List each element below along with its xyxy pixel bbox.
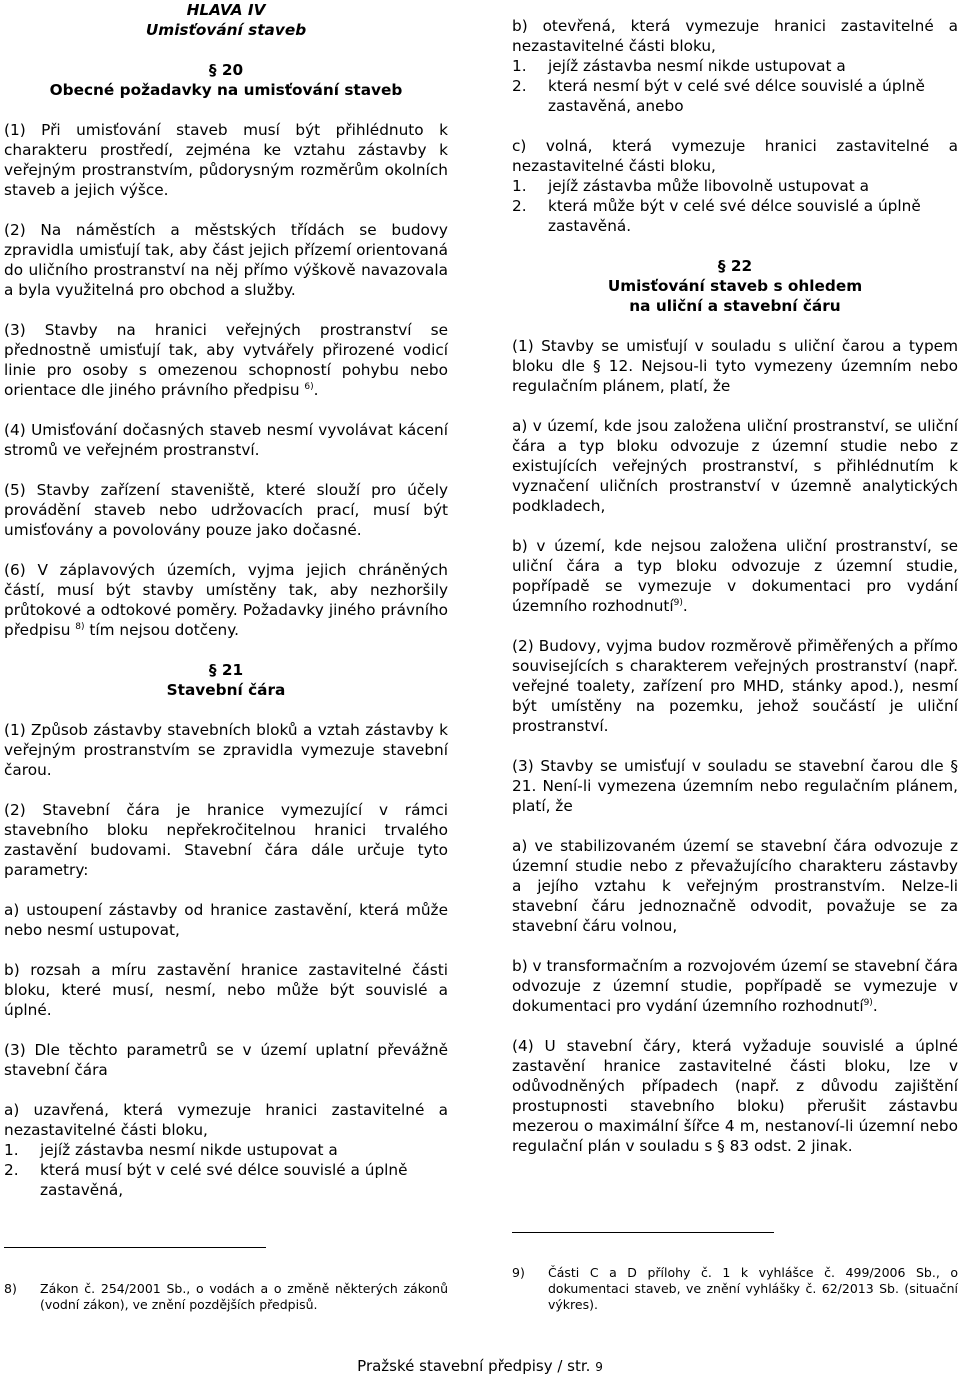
list-number: 1. [4,1141,19,1159]
s20-paragraph-2: (2) Na náměstích a městských třídách se budovy zpravidla umisťují tak, aby část jejich přízemí orientovaná do uličního prostranství na něj přímo výškově navazovala a byla využitelná pro obchod a služby. [4,221,448,299]
page-number: 9 [595,1360,603,1374]
list-number: 1. [512,177,527,195]
section-22-number: § 22 [717,257,753,275]
s20-paragraph-4: (4) Umisťování dočasných staveb nesmí vyvolávat kácení stromů ve veřejném prostranství. [4,421,448,459]
footnote-ref-9: 9) [673,597,683,608]
chapter-title: Umisťování staveb [145,21,307,39]
list-item [512,56,958,76]
page-footer [0,1356,960,1377]
footnote-8 [4,1281,448,1313]
s21-paragraph-3: (3) Dle těchto parametrů se v území uplatní převážně stavební čára [4,1041,448,1079]
list-text: která nesmí být v celé své délce souvislé a úplně zastavěná, anebo [548,77,925,115]
list-number: 2. [512,197,527,215]
list-item [512,176,958,196]
list-item [512,196,958,236]
section-20-title: Obecné požadavky na umisťování staveb [49,81,403,99]
s20-paragraph-3: (3) Stavby na hranici veřejných prostranství se přednostně umisťují tak, aby vytvářely přirozené vodicí linie pro osoby s omezenou schopností pohybu nebo orientace dle jiného právního předpisu $^{6)}$. [4,321,448,399]
s22-p3-item-b: b) v transformačním a rozvojovém území se stavební čára odvozuje z územní studie, popřípadě se vymezuje v dokumentaci pro vydání územního rozhodnutí$^{9)}$. [512,957,958,1015]
list-item [4,1140,448,1160]
list-item [512,76,958,116]
s21-paragraph-1: (1) Způsob zástavby stavebních bloků a vztah zástavby k veřejným prostranstvím se zpravidla vymezuje stavební čarou. [4,721,448,779]
right-column [512,16,958,1156]
s22-p1-item-b: b) v území, kde nejsou založena uliční prostranství, se uliční čára a typ bloku odvozuje z územní studie, popřípadě se vymezuje v dokumentaci pro vydání územního rozhodnutí$^{9)}$. [512,537,958,615]
footnote-ref-6: 6) [304,381,314,392]
section-21-number: § 21 [208,661,244,679]
footnote-divider-right [512,1232,774,1233]
s20-paragraph-5: (5) Stavby zařízení staveniště, které slouží pro účely provádění staveb nebo udržovacích prací, musí být umisťovány a povolovány pouze jako dočasné. [4,481,448,539]
s22-p3-item-a: a) ve stabilizovaném území se stavební čára odvozuje z územní studie nebo z převažujícího charakteru zástavby a jejího vztahu k veřejným prostranstvím. Nelze-li stavební čáru jednoznačně odvodit, považuje se za stavební čáru volnou, [512,837,958,935]
footnote-9 [512,1265,958,1313]
list-number: 1. [512,57,527,75]
list-number: 2. [4,1161,19,1179]
footnote-text: Části C a D přílohy č. 1 k vyhlášce č. 499/2006 Sb., o dokumentaci staveb, ve znění vyhlášky č. 62/2013 Sb. (situační výkres). [548,1265,958,1312]
section-20-number: § 20 [208,61,244,79]
s22-p1-item-a: a) v území, kde jsou založena uliční prostranství, se uliční čára a typ bloku odvozuje z územní studie nebo z existujících veřejných prostranství, s přihlédnutím k vyznačení uličních prostranství v územně analytických podkladech, [512,417,958,515]
list-number: 2. [512,77,527,95]
left-column [4,0,448,1200]
list-text: jejíž zástavba nesmí nikde ustupovat a [40,1141,338,1159]
s22-paragraph-4: (4) U stavební čáry, která vyžaduje souvislé a úplné zastavění hranice zastavitelné části bloku, lze v odůvodněných případech (např. z důvodu zajištění prostupnosti stavebního bloku) přerušit zástavbu mezerou o maximální šířce 4 m, nestanoví-li územní nebo regulační plán v souladu s § 83 odst. 2 jinak. [512,1037,958,1155]
list-item [4,1160,448,1200]
s20-paragraph-1: (1) Při umisťování staveb musí být přihlédnuto k charakteru prostředí, zejména ke vztahu zástavby k veřejným prostranstvím, půdorysným rozměrům okolních staveb a jejich výšce. [4,121,448,199]
s21-p3-item-a: a) uzavřená, která vymezuje hranici zastavitelné a nezastavitelné části bloku, [4,1101,448,1139]
s22-paragraph-1: (1) Stavby se umisťují v souladu s uliční čarou a typem bloku dle § 12. Nejsou-li tyto vymezeny územním nebo regulačním plánem, platí, že [512,337,958,395]
footnote-mark: 8) [4,1281,17,1296]
list-text: která musí být v celé své délce souvislé a úplně zastavěná, [40,1161,408,1199]
list-text: jejíž zástavba nesmí nikde ustupovat a [548,57,846,75]
footnote-ref-8: 8) [75,621,85,632]
footnote-ref-9: 9) [863,997,873,1008]
footnote-text: Zákon č. 254/2001 Sb., o vodách a o změně některých zákonů (vodní zákon), ve znění pozdějších předpisů. [40,1281,448,1312]
s21-item-a: a) ustoupení zástavby od hranice zastavění, která může nebo nesmí ustupovat, [4,901,448,939]
s21-item-b: b) rozsah a míru zastavění hranice zastavitelné části bloku, které musí, nesmí, nebo může být souvislé a úplné. [4,961,448,1019]
s22-paragraph-2: (2) Budovy, vyjma budov rozměrově přiměřených a přímo souvisejících s charakterem veřejných prostranství (např. veřejné toalety, zařízení pro MHD, stánky apod.), nesmí být umístěny na pozemku, jehož součástí je uliční prostranství. [512,637,958,735]
s22-paragraph-3: (3) Stavby se umisťují v souladu se stavební čarou dle § 21. Není-li vymezena územním nebo regulačním plánem, platí, že [512,757,958,815]
section-21-title: Stavební čára [166,681,286,699]
s21-paragraph-2: (2) Stavební čára je hranice vymezující v rámci stavebního bloku nepřekročitelnou hranici trvalého zastavění budovami. Stavební čára dále určuje tyto parametry: [4,801,448,879]
section-22-title-line-1: Umisťování staveb s ohledem [607,277,863,295]
chapter-number: HLAVA IV [186,1,266,19]
list-text: která může být v celé své délce souvislé a úplně zastavěná. [548,197,921,235]
list-text: jejíž zástavba může libovolně ustupovat a [548,177,869,195]
footnote-divider-left [4,1247,266,1248]
s21-p3-item-b: b) otevřená, která vymezuje hranici zastavitelné a nezastavitelné části bloku, [512,17,958,55]
footnote-mark: 9) [512,1265,525,1280]
section-22-title-line-2: na uliční a stavební čáru [629,297,841,315]
s20-paragraph-6: (6) V záplavových územích, vyjma jejich chráněných částí, musí být stavby umístěny tak, aby nezhoršily průtokové a odtokové poměry. Požadavky jiného právního předpisu $^{8)}$ tím nejsou dotčeny. [4,561,448,639]
footer-text: Pražské stavební předpisy / str. [357,1357,596,1375]
s21-p3-item-c: c) volná, která vymezuje hranici zastavitelné a nezastavitelné části bloku, [512,137,958,175]
